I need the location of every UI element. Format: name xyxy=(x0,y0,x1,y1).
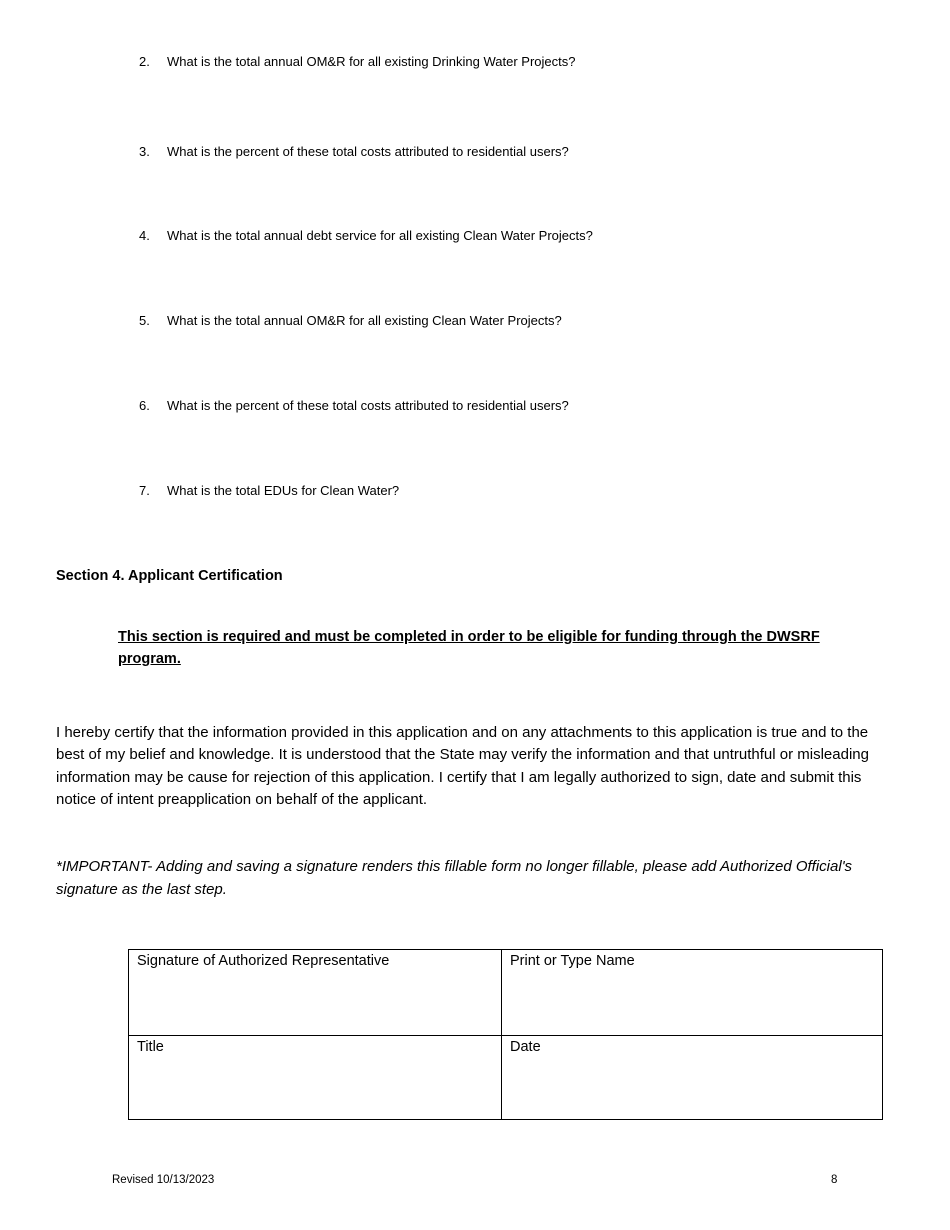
question-4 xyxy=(139,228,593,244)
question-text: What is the total annual OM&R for all existing Clean Water Projects? xyxy=(167,313,562,328)
question-text: What is the total annual OM&R for all existing Drinking Water Projects? xyxy=(167,54,576,69)
question-6 xyxy=(139,398,569,414)
question-3 xyxy=(139,144,569,160)
question-text: What is the percent of these total costs attributed to residential users? xyxy=(167,398,569,413)
signature-label: Signature of Authorized Representative xyxy=(137,953,390,969)
question-text: What is the percent of these total costs attributed to residential users? xyxy=(167,144,569,159)
required-note: This section is required and must be completed in order to be eligible for funding through the DWSRF program. xyxy=(118,629,820,667)
name-field[interactable] xyxy=(502,950,883,1036)
revision-date: Revised 10/13/2023 xyxy=(112,1174,215,1186)
question-number: 7. xyxy=(139,483,150,498)
section-heading: Section 4. Applicant Certification xyxy=(56,568,283,584)
certification-statement: I hereby certify that the information provided in this application and on any attachments to this application is true and to the best of my belief and knowledge. It is understood that the State may verify the information and that untruthful or misleading information may be cause for rejection of this application. I certify that I am legally authorized to sign, date and submit this notice of intent preapplication on behalf of the applicant. xyxy=(56,724,869,808)
date-field[interactable] xyxy=(502,1035,883,1120)
question-number: 2. xyxy=(139,54,150,69)
question-text: What is the total annual debt service for all existing Clean Water Projects? xyxy=(167,228,593,243)
question-2 xyxy=(139,54,575,70)
title-field[interactable] xyxy=(129,1035,502,1120)
important-notice: *IMPORTANT- Adding and saving a signature renders this fillable form no longer fillable, please add Authorized Official's signature as the last step. xyxy=(56,858,853,898)
title-label: Title xyxy=(137,1038,164,1055)
question-number: 6. xyxy=(139,398,150,413)
signature-field[interactable] xyxy=(129,950,502,1036)
page-number: 8 xyxy=(831,1174,838,1186)
question-number: 5. xyxy=(139,313,150,328)
question-number: 4. xyxy=(139,228,150,243)
question-5 xyxy=(139,313,562,329)
question-text: What is the total EDUs for Clean Water? xyxy=(167,483,400,498)
signature-table xyxy=(128,949,883,1120)
name-label: Print or Type Name xyxy=(510,953,635,969)
question-7 xyxy=(139,483,399,499)
question-number: 3. xyxy=(139,144,150,159)
date-label: Date xyxy=(510,1038,541,1055)
